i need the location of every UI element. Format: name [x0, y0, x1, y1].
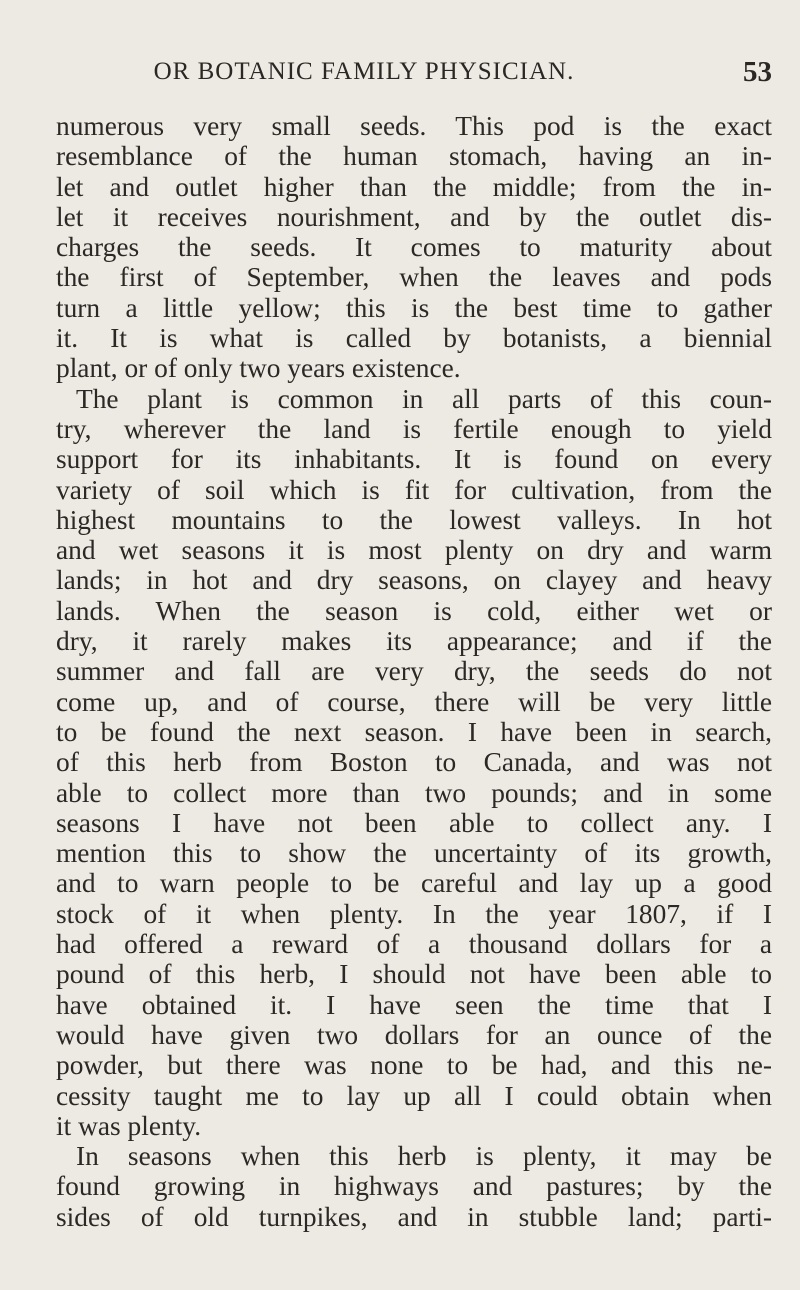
- page-header: [56, 58, 772, 88]
- text-line: seasons I have not been able to collect any. I: [56, 807, 772, 838]
- text-line: the first of September, when the leaves and pods: [56, 262, 772, 293]
- text-line: have obtained it. I have seen the time that I: [56, 989, 772, 1020]
- text-line: sides of old turnpikes, and in stubble land; parti-: [56, 1201, 772, 1232]
- text-line: numerous very small seeds. This pod is the exact: [56, 111, 772, 141]
- text-line: it. It is what is called by botanists, a biennial: [56, 323, 772, 354]
- text-line: to be found the next season. I have been in search,: [56, 716, 772, 747]
- text-line: charges the seeds. It comes to maturity about: [56, 232, 772, 263]
- text-line: plant, or of only two years existence.: [56, 353, 461, 384]
- text-line: it was plenty.: [56, 1110, 202, 1141]
- text-line: The plant is common in all parts of this coun-: [76, 383, 772, 414]
- text-line: stock of it when plenty. In the year 1807, if I: [56, 898, 772, 929]
- text-line: dry, it rarely makes its appearance; and if the: [56, 626, 772, 657]
- body-text: [56, 111, 772, 1232]
- text-line: pound of this herb, I should not have been able to: [56, 959, 772, 990]
- running-head: OR BOTANIC FAMILY PHYSICIAN.: [153, 58, 575, 85]
- text-line: come up, and of course, there will be very little: [56, 686, 772, 717]
- text-line: resemblance of the human stomach, having an in-: [56, 141, 772, 172]
- text-line: had offered a reward of a thousand dollars for a: [56, 929, 772, 960]
- page-number: 53: [743, 56, 772, 88]
- text-line: let and outlet higher than the middle; from the in-: [56, 171, 772, 202]
- text-line: and to warn people to be careful and lay up a good: [56, 868, 772, 899]
- text-line: highest mountains to the lowest valleys. In hot: [56, 504, 772, 535]
- text-line: found growing in highways and pastures; by the: [56, 1171, 772, 1202]
- text-line: lands; in hot and dry seasons, on clayey and heavy: [56, 565, 772, 596]
- text-line: lands. When the season is cold, either wet or: [56, 595, 772, 626]
- text-line: variety of soil which is fit for cultivation, from the: [56, 474, 772, 505]
- text-line: and wet seasons it is most plenty on dry and warm: [56, 535, 772, 566]
- text-line: cessity taught me to lay up all I could obtain when: [56, 1080, 772, 1111]
- text-line: In seasons when this herb is plenty, it may be: [76, 1141, 772, 1172]
- text-line: summer and fall are very dry, the seeds do not: [56, 656, 772, 687]
- text-line: turn a little yellow; this is the best time to gather: [56, 292, 772, 323]
- text-line: mention this to show the uncertainty of its growth,: [56, 838, 772, 869]
- text-line: support for its inhabitants. It is found on every: [56, 444, 772, 475]
- text-line: let it receives nourishment, and by the outlet dis-: [56, 201, 772, 232]
- text-line: try, wherever the land is fertile enough to yield: [56, 413, 772, 444]
- text-line: able to collect more than two pounds; and in some: [56, 777, 772, 808]
- text-line: of this herb from Boston to Canada, and was not: [56, 747, 772, 778]
- text-line: powder, but there was none to be had, and this ne-: [56, 1050, 772, 1081]
- text-line: would have given two dollars for an ounce of the: [56, 1019, 772, 1050]
